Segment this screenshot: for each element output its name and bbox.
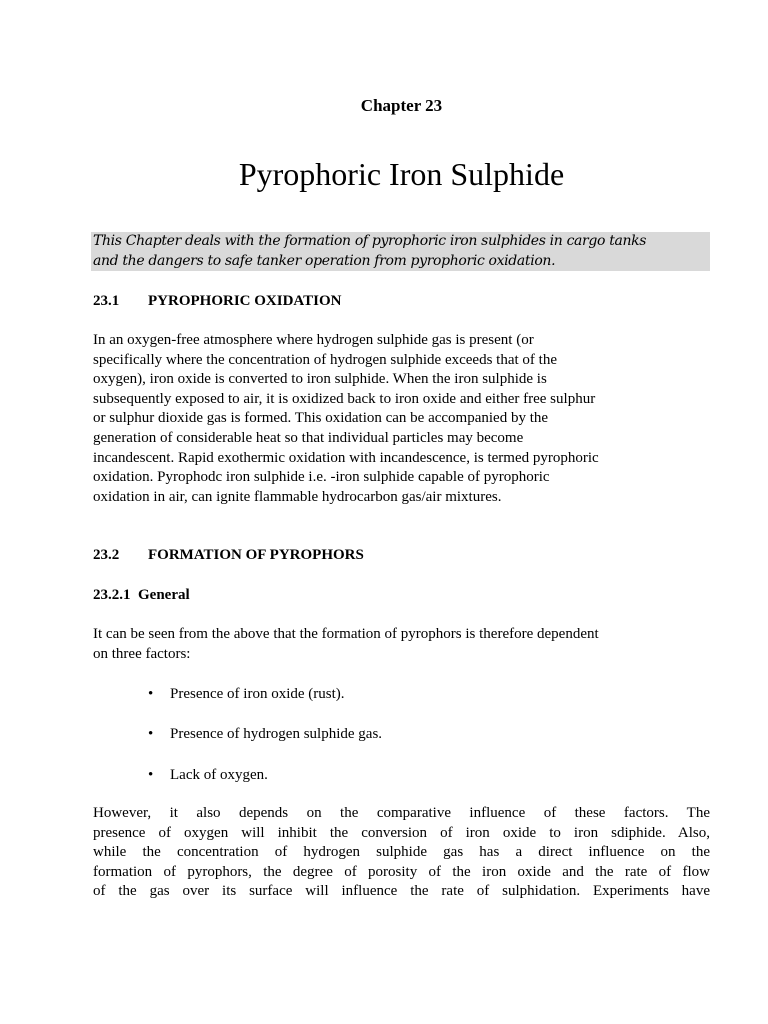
section-heading-23-2	[93, 545, 364, 565]
bullet-dot: •	[148, 767, 154, 783]
paragraph-line: while the concentration of hydrogen sulphide gas has a direct influence on the	[93, 844, 710, 861]
paragraph-line: or sulphur dioxide gas is formed. This oxidation can be accompanied by the	[93, 410, 549, 427]
paragraph-line: of the gas over its surface will influence the rate of sulphidation. Experiments have	[93, 883, 710, 900]
paragraph-line: However, it also depends on the comparative influence of these factors. The	[93, 805, 710, 821]
chapter-abstract	[91, 232, 710, 271]
subsection-heading-23-2-1	[93, 585, 190, 605]
bullet-item	[148, 765, 268, 785]
section-title: FORMATION OF PYROPHORS	[148, 547, 364, 563]
section-heading-23-1	[93, 291, 341, 311]
chapter-label: Chapter 23	[360, 96, 443, 115]
chapter-title: Pyrophoric Iron Sulphide	[238, 156, 565, 192]
general-closing-paragraph	[93, 804, 710, 902]
section-number: 23.1	[93, 293, 120, 309]
bullet-item	[148, 724, 382, 744]
paragraph-line: incandescent. Rapid exothermic oxidation with incandescence, is termed pyrophoric	[93, 449, 599, 466]
paragraph-line: on three factors:	[93, 645, 191, 662]
section-title: PYROPHORIC OXIDATION	[148, 293, 342, 309]
general-intro-paragraph	[93, 625, 710, 664]
bullet-text: Lack of oxygen.	[170, 767, 268, 783]
paragraph-line: specifically where the concentration of hydrogen sulphide exceeds that of the	[93, 351, 557, 368]
paragraph-line: In an oxygen-free atmosphere where hydrogen sulphide gas is present (or	[93, 332, 534, 348]
paragraph-line: subsequently exposed to air, it is oxidized back to iron oxide and either free sulphur	[93, 390, 596, 407]
bullet-item	[148, 684, 345, 704]
paragraph-line: presence of oxygen will inhibit the conversion of iron oxide to iron sdiphide. Also,	[93, 824, 710, 841]
paragraph-line: oxidation in air, can ignite flammable hydrocarbon gas/air mixtures.	[93, 488, 502, 505]
paragraph-line: generation of considerable heat so that individual particles may become	[93, 429, 524, 446]
abstract-line: This Chapter deals with the formation of pyrophoric iron sulphides in cargo tanks	[93, 233, 647, 249]
paragraph-line: formation of pyrophors, the degree of porosity of the iron oxide and the rate of flow	[93, 863, 710, 880]
paragraph-line: oxygen), iron oxide is converted to iron sulphide. When the iron sulphide is	[93, 371, 547, 388]
section-23-1-paragraph	[93, 331, 710, 507]
subsection-title: General	[138, 587, 190, 603]
bullet-dot: •	[148, 726, 154, 742]
bullet-text: Presence of hydrogen sulphide gas.	[170, 726, 383, 742]
bullet-text: Presence of iron oxide (rust).	[170, 686, 345, 702]
section-number: 23.2	[93, 547, 120, 563]
bullet-dot: •	[148, 686, 154, 702]
paragraph-line: oxidation. Pyrophodc iron sulphide i.e. -iron sulphide capable of pyrophoric	[93, 469, 550, 486]
abstract-line: and the dangers to safe tanker operation from pyrophoric oxidation.	[93, 252, 556, 269]
subsection-number: 23.2.1	[93, 587, 131, 603]
paragraph-line: It can be seen from the above that the formation of pyrophors is therefore dependent	[93, 626, 599, 642]
